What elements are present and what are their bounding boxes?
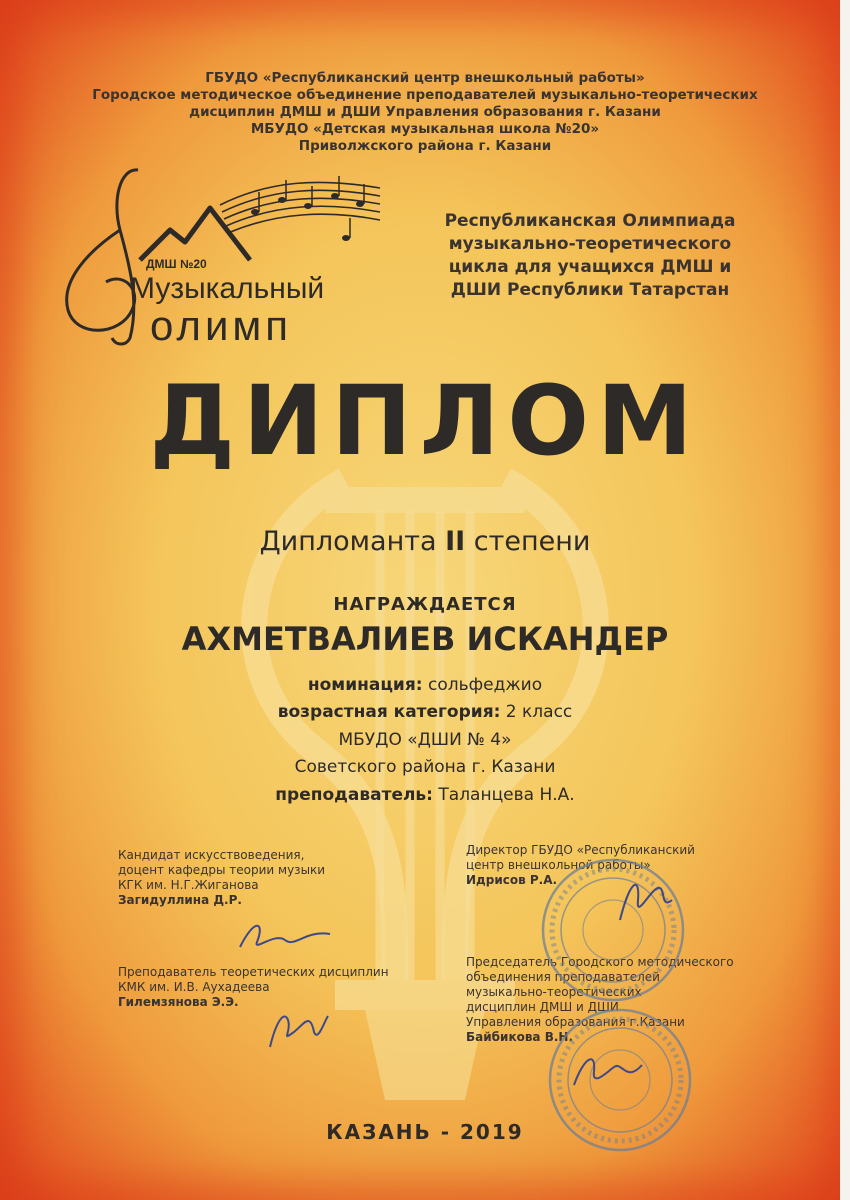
logo-word-1: Музыкальный	[130, 272, 325, 305]
olympiad-line-4: ДШИ Республики Татарстан	[450, 280, 730, 300]
org-line-4: МБУДО «Детская музыкальная школа №20»	[250, 121, 600, 137]
sig-right1-line1: Директор ГБУДО «Республиканский	[466, 843, 695, 857]
musical-olymp-logo	[50, 160, 390, 350]
org-line-5: Приволжского района г. Казани	[298, 138, 552, 154]
sig-right2-line1: Председатель Городского методического	[466, 955, 734, 969]
sig-left1-line3: КГК им. Н.Г.Жиганова	[118, 878, 259, 892]
sig-left2-name: Гилемзянова Э.Э.	[118, 995, 239, 1009]
org-line-3: дисциплин ДМШ и ДШИ Управления образования г. Казани	[189, 104, 661, 120]
sig-left1-line2: доцент кафедры теории музыки	[118, 863, 326, 877]
org-line-1: ГБУДО «Республиканский центр внешкольный работы»	[205, 70, 645, 86]
sig-left2-line2: КМК им. И.В. Аухадеева	[118, 980, 270, 994]
degree-roman: II	[445, 526, 466, 557]
sig-right2-name: Байбикова В.Н.	[466, 1030, 574, 1044]
signature-mark-1	[235, 912, 335, 962]
music-staff-icon	[220, 182, 380, 233]
sig-right2-line3: музыкально-теоретических	[466, 985, 642, 999]
org-line-2: Городское методическое объединение преподавателей музыкально-теоретических	[92, 87, 758, 103]
age-label: возрастная категория:	[277, 702, 501, 722]
sig-left1-name: Загидуллина Д.Р.	[118, 893, 242, 907]
olympiad-line-1: Республиканская Олимпиада	[444, 211, 736, 231]
signature-block-left-1	[118, 848, 325, 908]
sig-right2-line4: дисциплин ДМШ и ДШИ	[466, 1000, 619, 1014]
signature-mark-4	[568, 1045, 648, 1095]
teacher-value: Таланцева Н.А.	[432, 785, 575, 805]
age-category-line	[0, 702, 850, 722]
sig-left1-line1: Кандидат искусствоведения,	[118, 848, 305, 862]
olympiad-line-3: цикла для учащихся ДМШ и	[448, 257, 732, 277]
olympiad-title	[400, 210, 780, 302]
degree-suffix: степени	[465, 526, 591, 557]
sig-left2-line1: Преподаватель теоретических дисциплин	[118, 965, 389, 979]
sig-right1-line2: центр внешкольной работы»	[466, 858, 651, 872]
degree-line	[0, 526, 850, 557]
organizer-header	[40, 70, 810, 155]
music-notes-icon	[251, 176, 364, 241]
school-line: МБУДО «ДШИ № 4»	[338, 730, 512, 750]
nomination-line	[0, 675, 850, 695]
olympiad-line-2: музыкально-теоретического	[448, 234, 732, 254]
sig-right2-line5: Управления образования г.Казани	[466, 1015, 685, 1029]
sig-right1-name: Идрисов Р.А.	[466, 873, 558, 887]
awarded-label: НАГРАЖДАЕТСЯ	[333, 594, 517, 615]
city-year: КАЗАНЬ - 2019	[326, 1120, 524, 1144]
signature-block-left-2	[118, 965, 389, 1010]
signature-mark-3	[610, 870, 680, 930]
mountains-icon	[140, 208, 250, 260]
district-line: Советского района г. Казани	[294, 757, 556, 777]
degree-prefix: Дипломанта	[259, 526, 446, 557]
teacher-line	[0, 785, 850, 805]
diploma-title: ДИПЛОМ	[149, 365, 701, 477]
recipient-name: АХМЕТВАЛИЕВ ИСКАНДЕР	[181, 620, 669, 658]
logo-word-2: олимп	[150, 302, 293, 349]
nomination-value: сольфеджио	[422, 675, 543, 695]
signature-mark-2	[262, 1002, 332, 1052]
treble-clef-icon	[67, 170, 138, 344]
teacher-label: преподаватель:	[275, 785, 433, 805]
logo-school: ДМШ №20	[146, 257, 207, 271]
age-value: 2 класс	[500, 702, 573, 722]
sig-right2-line2: объединения преподавателей	[466, 970, 660, 984]
nomination-label: номинация:	[307, 675, 423, 695]
